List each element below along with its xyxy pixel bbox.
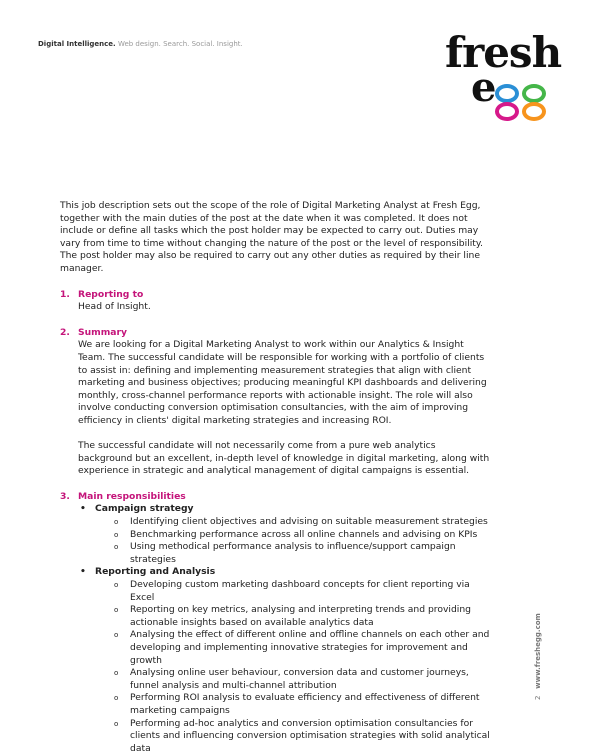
- logo-ring-magenta: [495, 102, 519, 121]
- footer-url: www.freshegg.com: [534, 613, 542, 689]
- section-main-responsibilities: [60, 491, 490, 755]
- page-number: 2: [534, 695, 542, 700]
- header-tagline: [38, 40, 243, 48]
- list-item: o Analysing the effect of different online and offline channels on each other and developing and implementing innovative strategies for improvement and growth: [60, 629, 490, 667]
- list-item: o Benchmarking performance across all online channels and advising on KPIs: [60, 529, 490, 542]
- tagline-bold: Digital Intelligence.: [38, 40, 116, 48]
- section-summary: [60, 327, 490, 478]
- logo-ring-green: [522, 84, 546, 103]
- list-item: o Identifying client objectives and advising on suitable measurement strategies: [60, 516, 490, 529]
- logo-ring-blue: [495, 84, 519, 103]
- tagline-rest: Web design. Search. Social. Insight.: [115, 40, 243, 48]
- list-item: o Developing custom marketing dashboard concepts for client reporting via Excel: [60, 579, 490, 604]
- section-title: [60, 491, 490, 504]
- responsibility-groups: [60, 503, 490, 755]
- section-reporting-to: [60, 289, 490, 314]
- section-title: [60, 289, 490, 302]
- intro-paragraph: This job description sets out the scope of the role of Digital Marketing Analyst at Fresh Egg, together with the main duties of the post at the date when it was completed. It does not include or define all tasks which the post holder may be expected to carry out. Duties may vary from time to time without changing the nature of the post or the level of responsibility. The post holder may also be required to carry out any other duties as required by their line manager.: [60, 200, 483, 274]
- logo-ring-orange: [522, 102, 546, 121]
- section-title-text: Main responsibilities: [78, 490, 186, 502]
- section-number: 3.: [60, 490, 70, 502]
- list-item: o Analysing online user behaviour, conversion data and customer journeys, funnel analysis and multi-channel attribution: [60, 667, 490, 692]
- fresh-egg-logo: [445, 28, 562, 128]
- logo-word: fresh: [445, 28, 562, 77]
- logo-e: e: [471, 64, 497, 111]
- footer-side: [534, 613, 542, 700]
- group-label: • Reporting and Analysis: [60, 566, 490, 579]
- section-number: 2.: [60, 326, 70, 338]
- summary-paragraph: The successful candidate will not necessarily come from a pure web analytics background but an excellent, in-depth level of knowledge in digital marketing, along with experience in strategic and analytical management of digital campaigns is essential.: [78, 440, 490, 477]
- document-body: [60, 200, 490, 755]
- list-item: o Performing ad-hoc analytics and conversion optimisation consultancies for clients and influencing conversion optimisation strategies with solid analytical data: [60, 718, 490, 755]
- section-body: [60, 339, 490, 478]
- list-item: o Reporting on key metrics, analysing and interpreting trends and providing actionable insights based on available analytics data: [60, 604, 490, 629]
- list-item: o Using methodical performance analysis to influence/support campaign strategies: [60, 541, 490, 566]
- section-title: [60, 327, 490, 340]
- section-title-text: Summary: [78, 326, 128, 338]
- section-text: Head of Insight.: [78, 301, 151, 313]
- section-title-text: Reporting to: [78, 288, 144, 300]
- group-label: • Campaign strategy: [60, 503, 490, 516]
- list-item: o Performing ROI analysis to evaluate efficiency and effectiveness of different marketing campaigns: [60, 692, 490, 717]
- section-number: 1.: [60, 288, 70, 300]
- summary-paragraph: We are looking for a Digital Marketing Analyst to work within our Analytics & Insight Team. The successful candidate will be responsible for working with a portfolio of clients to assist in: defining and implementing measurement strategies that align with client marketing and business objectives; producing meaningful KPI dashboards and delivering monthly, cross-channel performance reports with actionable insight. The role will also involve conducting conversion optimisation consultancies, with the aim of improving efficiency in clients' digital marketing strategies and increasing ROI.: [78, 339, 487, 426]
